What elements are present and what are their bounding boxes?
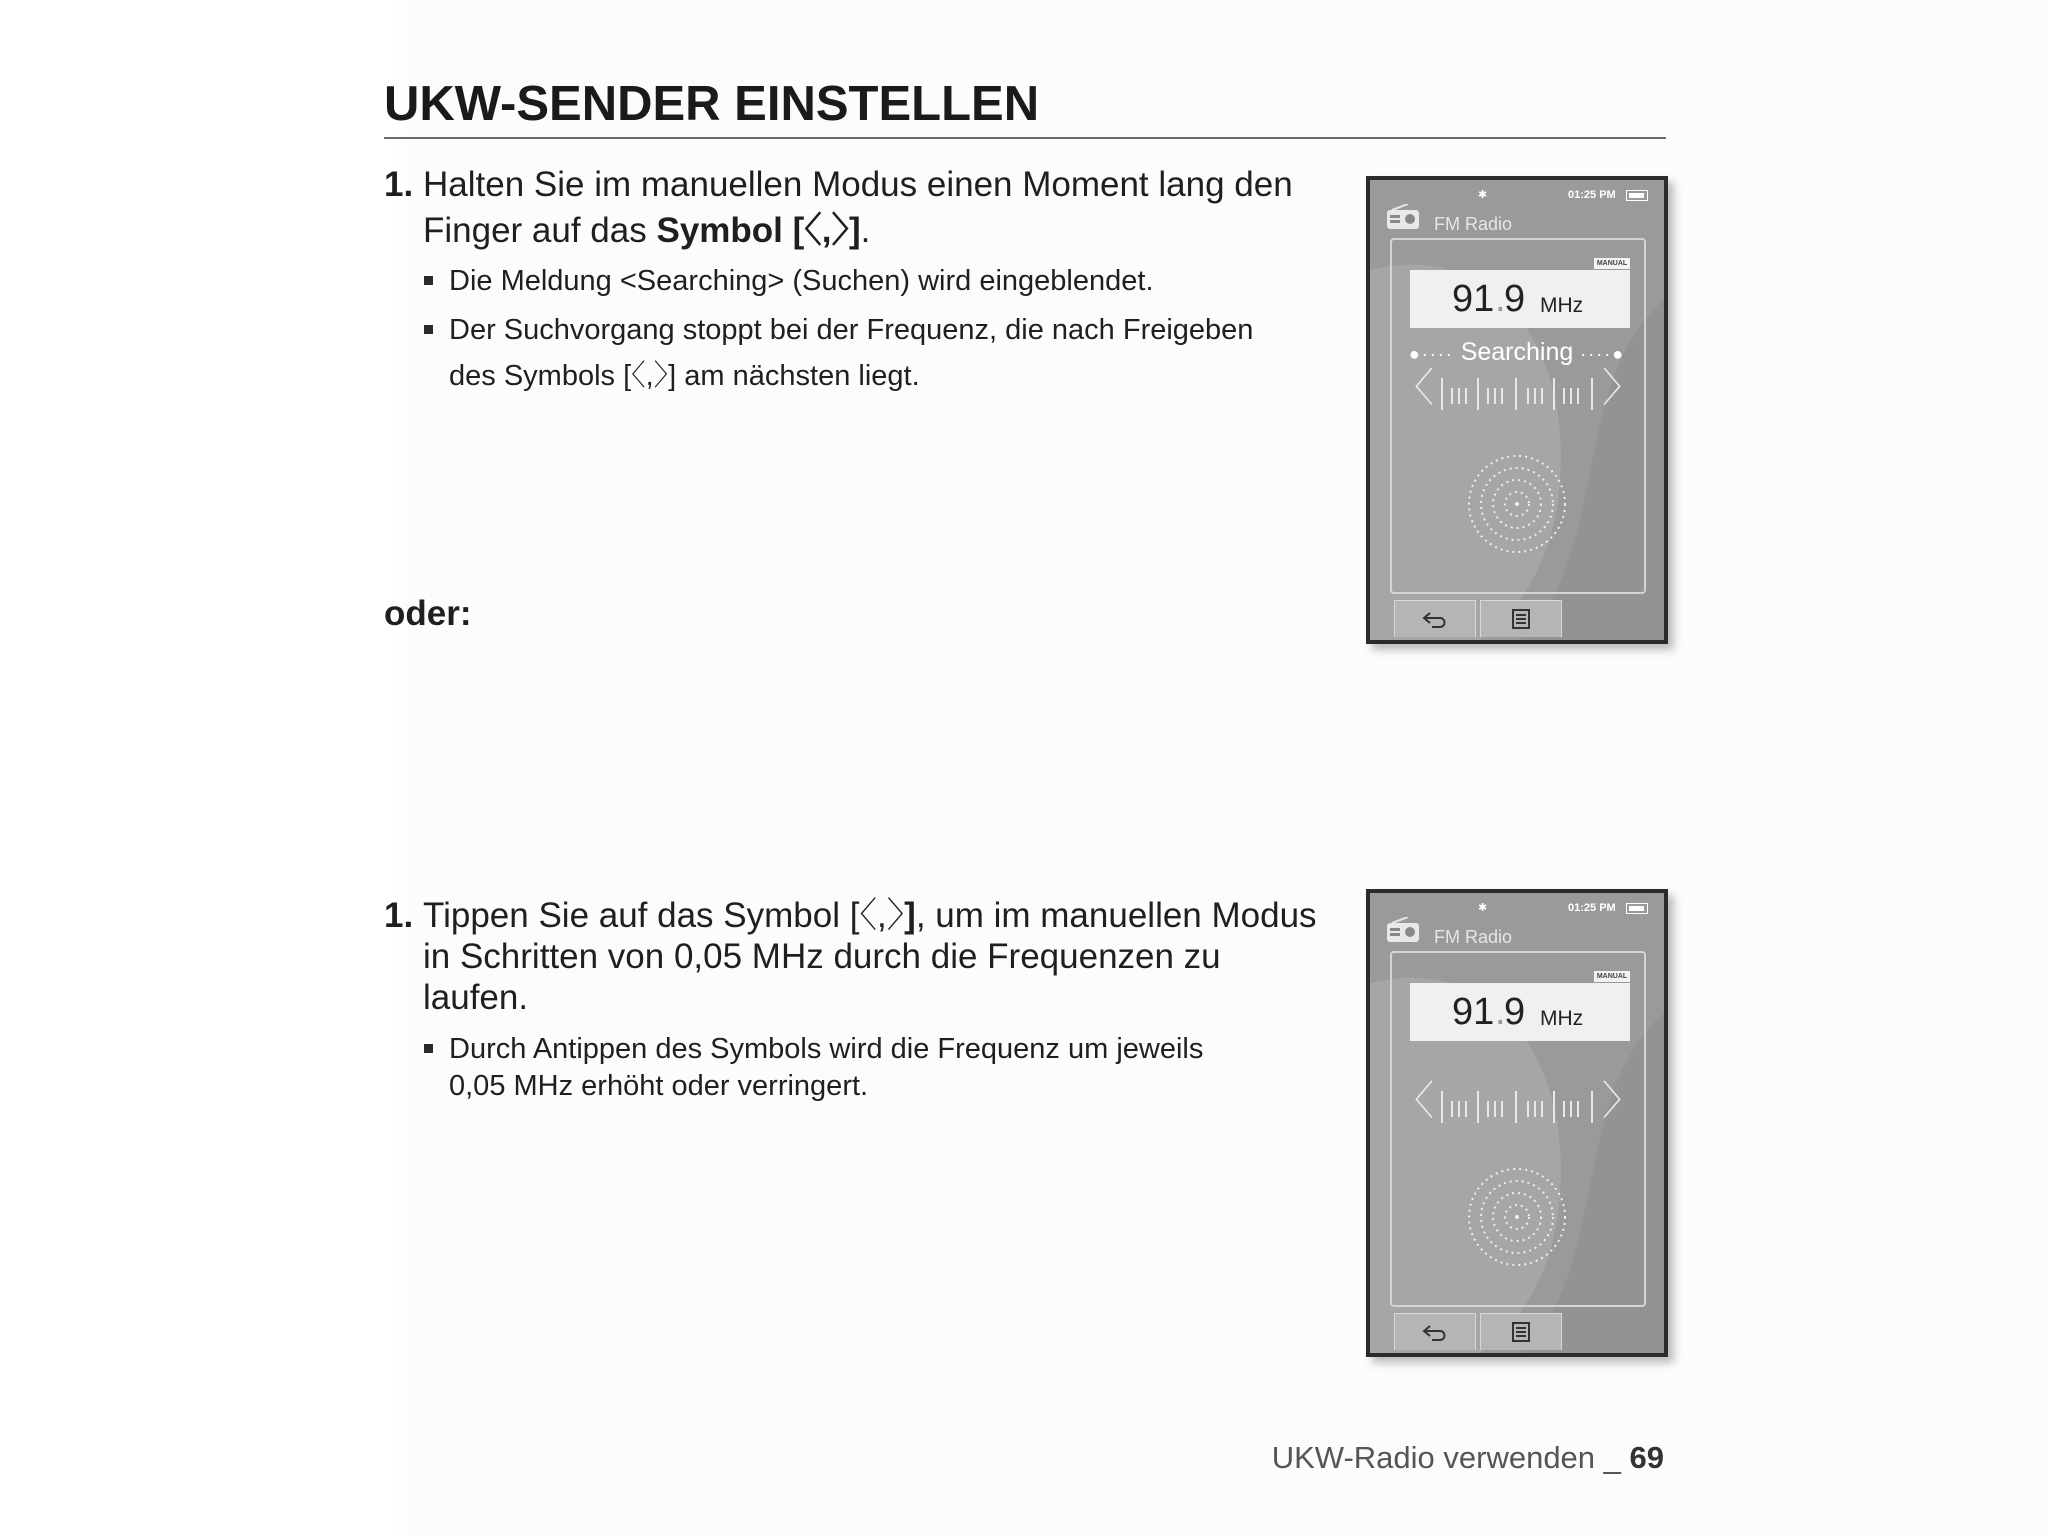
bluetooth-icon: ✱ bbox=[1478, 189, 1488, 201]
speaker-grille-icon bbox=[1457, 444, 1577, 564]
chevron-left-icon[interactable]: 〈 bbox=[1394, 366, 1434, 410]
device-screen-searching bbox=[1366, 176, 1668, 644]
step-1-tap-step bbox=[384, 895, 1364, 1025]
back-button[interactable] bbox=[1394, 1313, 1476, 1350]
page-footer bbox=[1272, 1440, 1664, 1476]
bullet-item bbox=[424, 1030, 1344, 1110]
bullet-text-cont: des Symbols [〈,〉] am nächsten liegt. bbox=[449, 360, 920, 392]
step-number: 1. bbox=[384, 896, 414, 935]
bullet-text: Die Meldung <Searching> (Suchen) wird eingeblendet. bbox=[449, 265, 1154, 297]
mode-badge: MANUAL bbox=[1594, 258, 1630, 269]
footer-label: UKW-Radio verwenden _ bbox=[1271, 1440, 1630, 1475]
bullet-item bbox=[424, 262, 1344, 302]
frequency-dot: . bbox=[1495, 278, 1506, 320]
clock: 01:25 PM bbox=[1568, 902, 1616, 914]
device-screen-manual bbox=[1366, 889, 1668, 1357]
back-icon bbox=[1420, 1322, 1450, 1342]
frequency-dot: . bbox=[1495, 991, 1506, 1033]
step-number: 1. bbox=[384, 165, 414, 204]
title-divider bbox=[384, 137, 1666, 139]
mode-badge: MANUAL bbox=[1594, 971, 1630, 982]
bullet-marker bbox=[424, 276, 433, 285]
bullet-text-cont: 0,05 MHz erhöht oder verringert. bbox=[449, 1070, 869, 1102]
back-button[interactable] bbox=[1394, 600, 1476, 637]
tuning-scale bbox=[1438, 1089, 1598, 1125]
step-text-line-1: Halten Sie im manuellen Modus einen Moment lang den bbox=[423, 165, 1293, 204]
oder-label: oder: bbox=[384, 594, 472, 633]
frequency-decimal: 9 bbox=[1504, 278, 1526, 320]
chevron-right-icon[interactable]: 〉 bbox=[1602, 1079, 1642, 1123]
bullet-text: Durch Antippen des Symbols wird die Frequenz um jeweils bbox=[449, 1033, 1204, 1065]
chevron-right-icon[interactable]: 〉 bbox=[1602, 366, 1642, 410]
step-text-line-2: Finger auf das Symbol [〈,〉]. bbox=[423, 211, 871, 250]
tuning-scale bbox=[1438, 376, 1598, 412]
page-number: 69 bbox=[1629, 1440, 1664, 1475]
clock: 01:25 PM bbox=[1568, 189, 1616, 201]
frequency-display bbox=[1410, 983, 1630, 1041]
frequency-unit: MHz bbox=[1540, 1007, 1584, 1030]
menu-icon bbox=[1506, 1322, 1536, 1342]
step-text-line-3: laufen. bbox=[423, 978, 529, 1017]
menu-button[interactable] bbox=[1480, 600, 1562, 637]
radio-icon bbox=[1386, 917, 1420, 943]
step-1-manual-search bbox=[384, 164, 1344, 254]
step-text-line-1: Tippen Sie auf das Symbol [〈,〉], um im manuellen Modus bbox=[423, 896, 1317, 935]
back-icon bbox=[1420, 609, 1450, 629]
bottom-bar bbox=[1390, 1313, 1642, 1353]
status-bar bbox=[1370, 901, 1664, 915]
radio-icon bbox=[1386, 204, 1420, 230]
frequency-unit: MHz bbox=[1540, 294, 1584, 317]
frequency-integer: 91 bbox=[1452, 278, 1495, 320]
bullet-text: Der Suchvorgang stoppt bei der Frequenz, die nach Freigeben bbox=[449, 314, 1254, 346]
battery-icon bbox=[1626, 903, 1648, 914]
symbol-reference: Symbol [〈,〉] bbox=[656, 211, 861, 250]
speaker-grille-icon bbox=[1457, 1157, 1577, 1277]
menu-button[interactable] bbox=[1480, 1313, 1562, 1350]
bullet-marker bbox=[424, 325, 433, 334]
battery-icon bbox=[1626, 190, 1648, 201]
bullet-item bbox=[424, 311, 1344, 401]
step-text-line-2: in Schritten von 0,05 MHz durch die Frequenzen zu bbox=[423, 937, 1221, 976]
page-title: UKW-SENDER EINSTELLEN bbox=[384, 77, 1040, 131]
bluetooth-icon: ✱ bbox=[1478, 902, 1488, 914]
bottom-bar bbox=[1390, 600, 1642, 640]
chevron-left-icon[interactable]: 〈 bbox=[1394, 1079, 1434, 1123]
bullet-marker bbox=[424, 1044, 433, 1053]
app-title: FM Radio bbox=[1434, 927, 1513, 947]
status-bar bbox=[1370, 188, 1664, 202]
app-title: FM Radio bbox=[1434, 214, 1513, 234]
frequency-integer: 91 bbox=[1452, 991, 1495, 1033]
menu-icon bbox=[1506, 609, 1536, 629]
searching-status: ●···· Searching ····● bbox=[1408, 338, 1626, 366]
frequency-decimal: 9 bbox=[1504, 991, 1526, 1033]
frequency-display bbox=[1410, 270, 1630, 328]
